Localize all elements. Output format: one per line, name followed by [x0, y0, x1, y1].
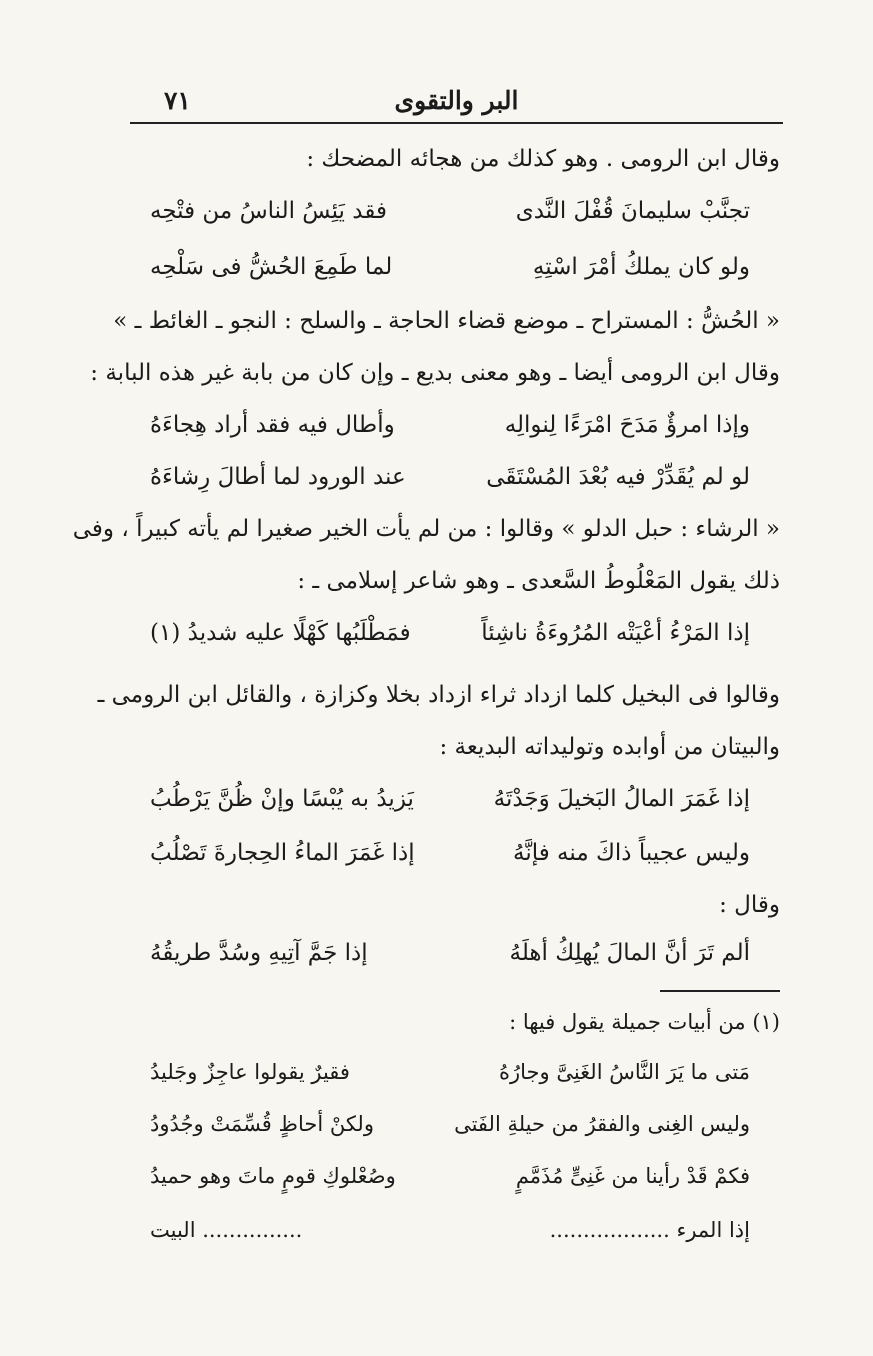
verse-hemistich-second: لما طَمِعَ الحُشُّ فى سَلْحِه: [150, 254, 393, 280]
verse-hemistich-first: إذا المَرْءُ أعْيَتْه المُرُوءَةُ ناشِئاً: [481, 620, 750, 646]
verse-hemistich-first: لو لم يُقَدِّرْ فيه بُعْدَ المُسْتَقَى: [486, 464, 750, 490]
verse-hemistich-second: عند الورود لما أطالَ رِشاءَهُ: [150, 464, 406, 490]
verse-hemistich-second: ولكنْ أحاظٍ قُسِّمَتْ وجُدُودُ: [150, 1112, 374, 1136]
verse-hemistich-first: وليس الغِنى والفقرُ من حيلةِ الفَتى: [454, 1112, 750, 1136]
verse-hemistich-second: فقيرٌ يقولوا عاجِزٌ وجَليدُ: [150, 1060, 350, 1084]
paragraph-intro-4: وقالوا فى البخيل كلما ازداد ثراء ازداد بخلا وكزازة ، والقائل ابن الرومى ـ: [97, 682, 780, 708]
verse-hemistich-first: مَتى ما يَرَ النَّاسُ الغَنِىَّ وجارُهُ: [498, 1060, 750, 1084]
verse-hemistich-second: إذا غَمَرَ الماءُ الحِجارةَ تَصْلُبُ: [150, 840, 415, 866]
verse-hemistich-second: وصُعْلوكِ قومٍ ماتَ وهو حميدُ: [150, 1164, 396, 1188]
page-header: [130, 82, 783, 124]
running-title: البر والتقوى: [394, 86, 519, 115]
gloss-2: « الرشاء : حبل الدلو » وقالوا : من لم يأت الخير صغيرا لم يأته كبيراً ، وفى: [72, 516, 780, 542]
paragraph-intro-5: والبيتان من أوابده وتوليداته البديعة :: [439, 734, 780, 760]
verse-hemistich-first: إذا غَمَرَ المالُ البَخيلَ وَجَدْتَهُ: [493, 786, 750, 812]
paragraph-intro-6: وقال :: [719, 892, 780, 918]
paragraph-intro-3: ذلك يقول المَعْلُوطُ السَّعدى ـ وهو شاعر إسلامى ـ :: [297, 568, 780, 594]
verse-hemistich-first: ألم تَرَ أنَّ المالَ يُهلِكُ أهلَهُ: [509, 940, 750, 966]
verse-hemistich-first: وليس عجيباً ذاكَ منه فإنَّهُ: [513, 840, 750, 866]
verse-hemistich-first: فكمْ قَدْ رأينا من غَنِىٍّ مُذَمَّمٍ: [515, 1164, 750, 1188]
verse-hemistich-second: فقد يَئِسُ الناسُ من فتْحِه: [150, 198, 387, 224]
paragraph-intro-2: وقال ابن الرومى أيضا ـ وهو معنى بديع ـ وإن كان من بابة غير هذه البابة :: [90, 360, 780, 386]
verse-hemistich-second: إذا جَمَّ آتِيهِ وسُدَّ طريقُهُ: [150, 940, 368, 966]
page-number: ٧١: [164, 86, 191, 115]
verse-hemistich-second: فمَطْلَبُها كَهْلًا عليه شديدُ (١): [150, 620, 411, 646]
footnote-separator: [660, 990, 780, 992]
gloss-1: « الحُشُّ : المستراح ـ موضع قضاء الحاجة ـ والسلح : النجو ـ الغائط ـ »: [113, 308, 780, 334]
verse-hemistich-second: ............... البيت: [150, 1218, 303, 1242]
footnote-intro: (١) من أبيات جميلة يقول فيها :: [509, 1010, 780, 1034]
verse-hemistich-second: وأطال فيه فقد أراد هِجاءَهُ: [150, 412, 395, 438]
verse-hemistich-first: ولو كان يملكُ أمْرَ اسْتِهِ: [532, 254, 750, 280]
verse-hemistich-first: تجنَّبْ سليمانَ قُفْلَ النَّدى: [515, 198, 750, 224]
verse-hemistich-first: إذا المرء ..................: [549, 1218, 750, 1242]
verse-hemistich-first: وإذا امرؤٌ مَدَحَ امْرَءًا لِنوالِه: [504, 412, 750, 438]
verse-hemistich-second: يَزيدُ به يُبْسًا وإنْ ظُنَّ يَرْطُبُ: [150, 786, 414, 812]
paragraph-intro-1: وقال ابن الرومى . وهو كذلك من هجائه المضحك :: [306, 146, 780, 172]
